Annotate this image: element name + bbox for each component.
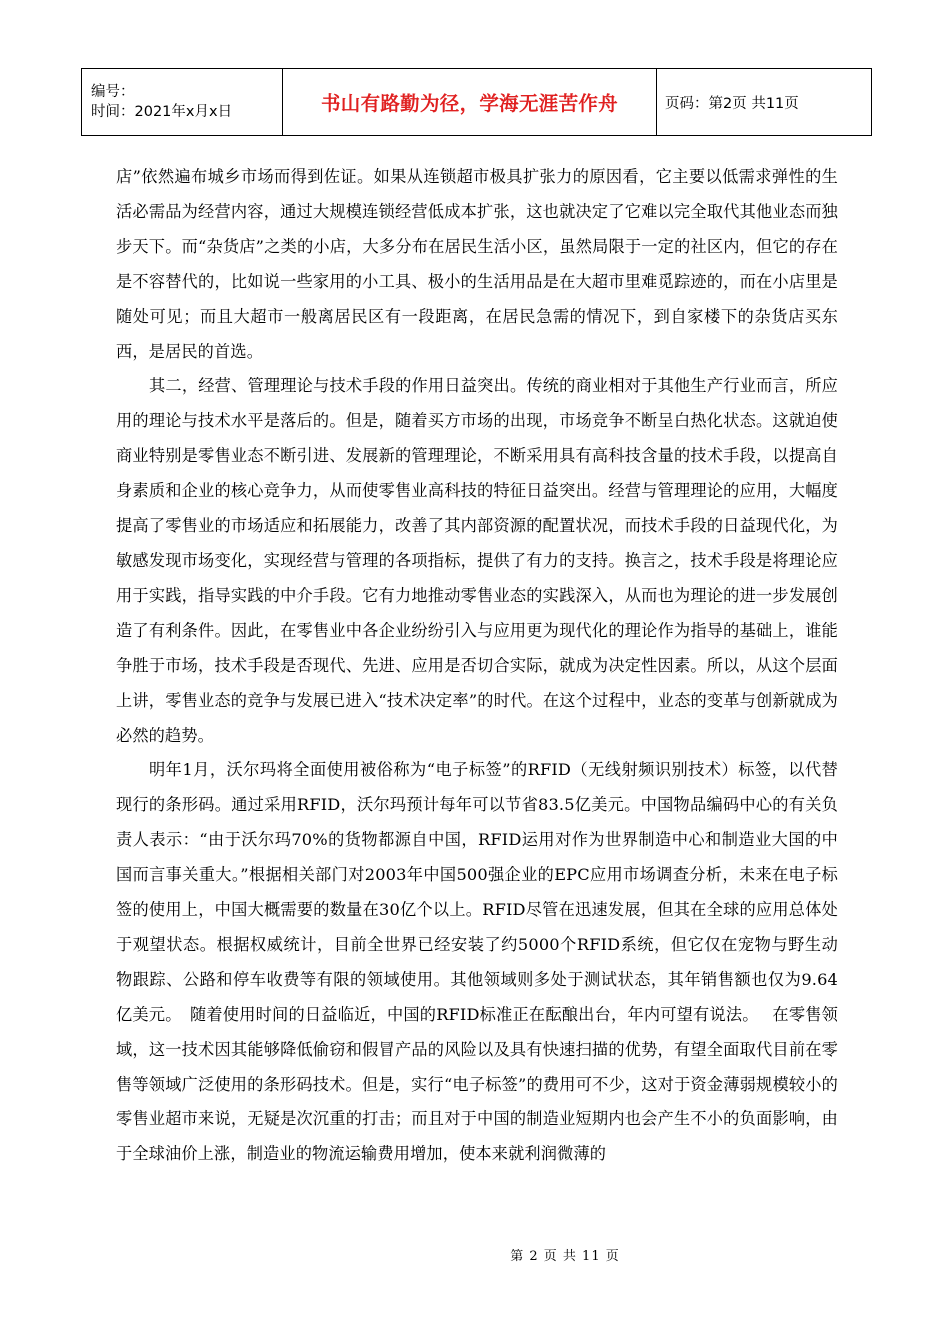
body-paragraph-3: 明年1月，沃尔玛将全面使用被俗称为“电子标签”的RFID（无线射频识别技术）标签，以代替现行的条形码。通过采用RFID，沃尔玛预计每年可以节省83.5亿美元。中国物品编码中心的有关负责人表示：“由于沃尔玛70%的货物都源自中国，RFID运用对作为世界制造中心和制造业大国的中国而言事关重大。”根据相关部门对2003年中国500强企业的EPC应用市场调查分析，未来在电子标签的使用上，中国大概需要的数量在30亿个以上。RFID尽管在迅速发展，但其在全球的应用总体处于观望状态。根据权威统计，目前全世界已经安装了约5000个RFID系统，但它仅在宠物与野生动物跟踪、公路和停车收费等有限的领域使用。其他领域则多处于测试状态，其年销售额也仅为9.64亿美元。 随着使用时间的日益临近，中国的RFID标准正在酝酿出台，年内可望有说法。 在零售领域，这一技术因其能够降低偷窃和假冒产品的风险以及具有快速扫描的优势，有望全面取代目前在零售等领域广泛使用的条形码技术。但是，实行“电子标签”的费用可不少，这对于资金薄弱规模较小的零售业超市来说，无疑是次沉重的打击；而且对于中国的制造业短期内也会产生不小的负面影响，由于全球油价上涨，制造业的物流运输费用增加，使本来就利润微薄的 [116,760,838,1164]
document-date-label: 时间：2021年x月x日 [91,104,233,120]
header-meta-cell [82,69,283,136]
header-page-cell [657,69,872,136]
header-motto-cell [283,69,657,136]
document-header [81,68,872,136]
document-body [116,160,838,1172]
body-paragraph-1: 店”依然遍布城乡市场而得到佐证。如果从连锁超市极具扩张力的原因看，它主要以低需求弹性的生活必需品为经营内容，通过大规模连锁经营低成本扩张，这也就决定了它难以完全取代其他业态而独步天下。而“杂货店”之类的小店，大多分布在居民生活小区，虽然局限于一定的社区内，但它的存在是不容替代的，比如说一些家用的小工具、极小的生活用品是在大超市里难觅踪迹的，而在小店里是随处可见；而且大超市一般离居民区有一段距离，在居民急需的情况下，到自家楼下的杂货店买东西，是居民的首选。 [116,167,838,361]
body-paragraph-2: 其二，经营、管理理论与技术手段的作用日益突出。传统的商业相对于其他生产行业而言，所应用的理论与技术水平是落后的。但是，随着买方市场的出现，市场竞争不断呈白热化状态。这就迫使商业特别是零售业态不断引进、发展新的管理理论，不断采用具有高科技含量的技术手段，以提高自身素质和企业的核心竞争力，从而使零售业高科技的特征日益突出。经营与管理理论的应用，大幅度提高了零售业的市场适应和拓展能力，改善了其内部资源的配置状况，而技术手段的日益现代化，为敏感发现市场变化，实现经营与管理的各项指标，提供了有力的支持。换言之，技术手段是将理论应用于实践，指导实践的中介手段。它有力地推动零售业态的实践深入，从而也为理论的进一步发展创造了有利条件。因此，在零售业中各企业纷纷引入与应用更为现代化的理论作为指导的基础上，谁能争胜于市场，技术手段是否现代、先进、应用是否切合实际，就成为决定性因素。所以，从这个层面上讲，零售业态的竞争与发展已进入“技术决定率”的时代。在这个过程中，业态的变革与创新就成为必然的趋势。 [116,376,838,745]
header-page-code: 页码：第2页 共11页 [665,95,799,112]
page-footer: 第 2 页 共 11 页 [510,1249,620,1264]
document-number-label: 编号： [91,84,135,100]
header-motto: 书山有路勤为径，学海无涯苦作舟 [320,92,618,115]
